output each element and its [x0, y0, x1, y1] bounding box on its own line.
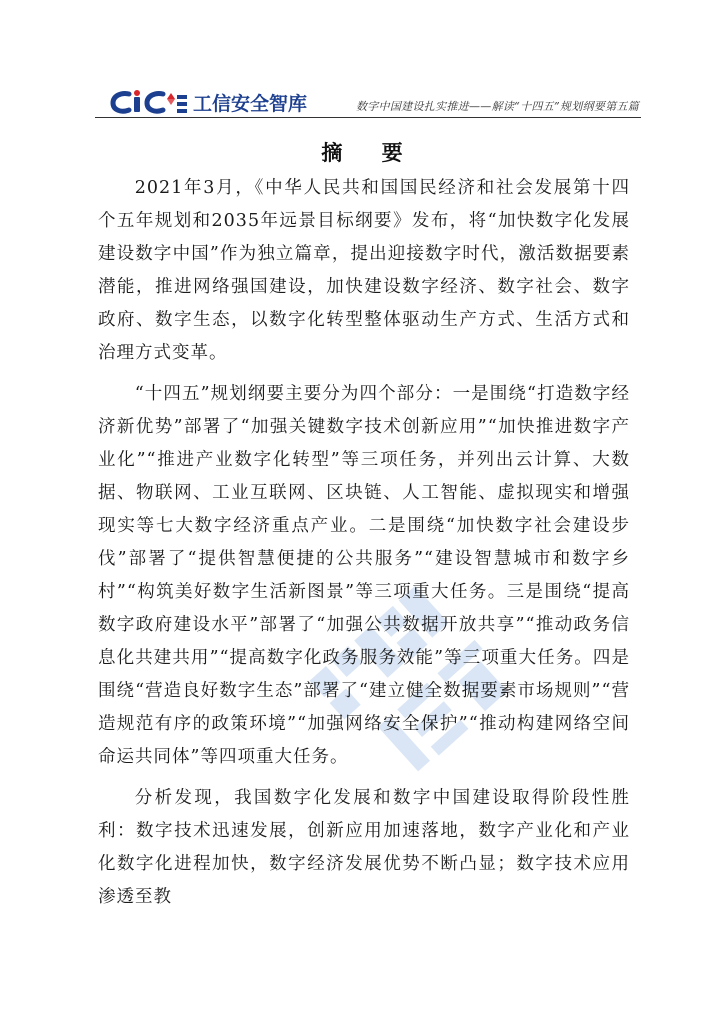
abstract-body [98, 172, 630, 922]
paragraph: 2021年3月，《中华人民共和国国民经济和社会发展第十四个五年规划和2035年远景目标纲要》发布，将“加快数字化发展 建设数字中国”作为独立篇章，提出迎接数字时代，激活数据要素潜能，推进网络强国建设，加快建设数字经济、数字社会、数字政府、数字生态，以数字化转型整体驱动生产方式、生活方式和治理方式变革。 [98, 178, 630, 363]
logo-text: 工信安全智库 [193, 92, 308, 115]
cic-logo-icon [109, 89, 189, 115]
paragraph: “十四五”规划纲要主要分为四个部分：一是围绕“打造数字经济新优势”部署了“加强关键数字技术创新应用”“加快推进数字产业化”“推进产业数字化转型”等三项任务，并列出云计算、大数据、物联网、工业互联网、区块链、人工智能、虚拟现实和增强现实等七大数字经济重点产业。二是围绕“加快数字社会建设步伐”部署了“提供智慧便捷的公共服务”“建设智慧城市和数字乡村”“构筑美好数字生活新图景”等三项重大任务。三是围绕“提高数字政府建设水平”部署了“加强公共数据开放共享”“推动政务信息化共建共用”“提高数字化政务服务效能”等三项重大任务。四是围绕“营造良好数字生态”部署了“建立健全数据要素市场规则”“营造规范有序的政策环境”“加强网络安全保护”“推动构建网络空间命运共同体”等四项重大任务。 [98, 384, 630, 767]
paragraph: 分析发现，我国数字化发展和数字中国建设取得阶段性胜利：数字技术迅速发展，创新应用加速落地，数字产业化和产业化数字化进程加快，数字经济发展优势不断凸显；数字技术应用渗透至教 [98, 788, 630, 907]
logo [109, 88, 307, 116]
header-divider [95, 117, 641, 118]
page-header [95, 86, 641, 118]
page-title: 摘 要 [321, 141, 419, 165]
running-header-title: 数字中国建设扎实推进——解读“十四五”规划纲要第五篇 [355, 100, 639, 113]
